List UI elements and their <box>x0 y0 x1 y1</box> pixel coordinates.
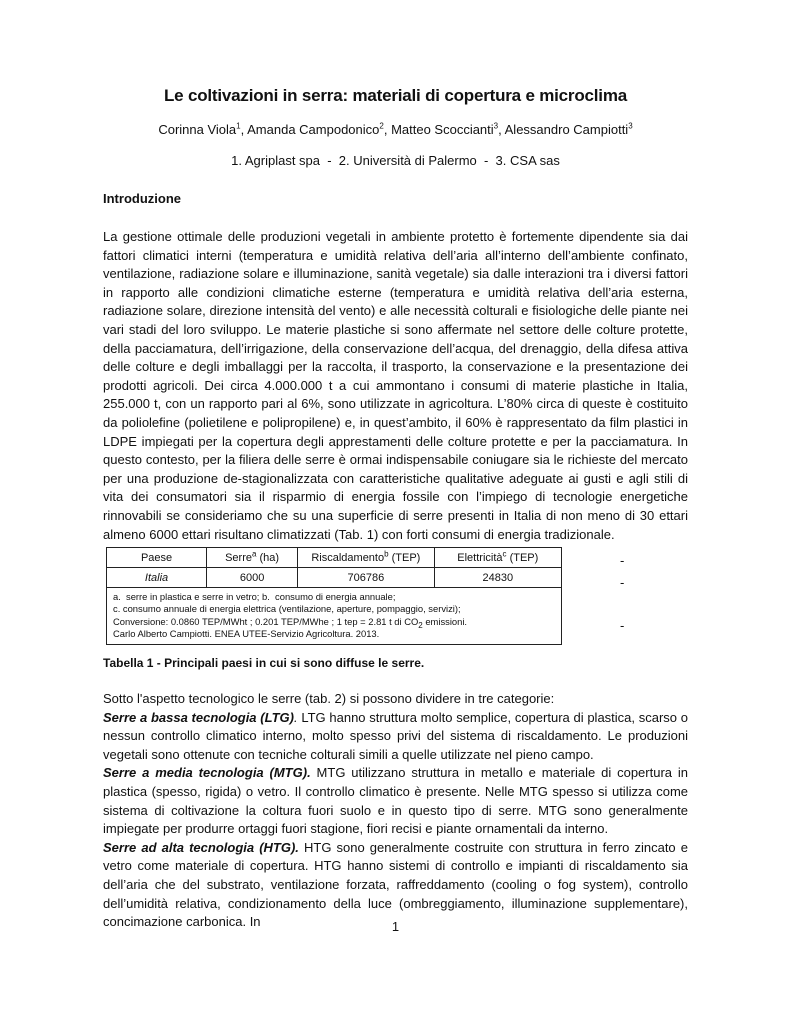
margin-dash: - <box>620 575 625 590</box>
author-affiliation-mark: 3 <box>493 121 499 131</box>
table-note: c. consumo annuale di energia elettrica (ventilazione, aperture, pompaggio, servizi); <box>113 603 461 615</box>
table-notes-row <box>107 588 562 645</box>
author-name: Alessandro Campiotti <box>504 122 629 137</box>
categories-section <box>103 690 688 932</box>
table-cell: Italia <box>107 568 207 588</box>
table-header-cell: Paese <box>107 548 207 568</box>
table-cell: 706786 <box>298 568 435 588</box>
intro-paragraph: La gestione ottimale delle produzioni vegetali in ambiente protetto è fortemente dipendente sia dai fattori climatici interni (temperatura e umidità relativa dell’aria all’interno dell’ambiente confinato, ventilazione, radiazione solare e illuminazione, sanità vegetale) sia dalle interazioni tra i diversi fattori in rapporto alle condizioni climatiche esterne (temperatura e umidità relativa dell’aria esterna, radiazione solare, direzione intensità del vento) e alle necessità colturali e fisiologiche delle piante nei vari stadi del loro sviluppo. Le materie plastiche si sono affermate nel settore delle colture protette, della pacciamatura, dell’irrigazione, della conservazione dell’acqua, del drenaggio, della difesa attiva delle colture e degli imballaggi per la raccolta, il trasporto, la conservazione e la presentazione dei prodotti agricoli. Dei circa 4.000.000 t a cui ammontano i consumi di materie plastiche in Italia, 255.000 t, con un rapporto pari al 6%, sono utilizzate in agricoltura. L’80% circa di queste è costituito da poliolefine (polietilene e polipropilene) e, in quest’ambito, il 60% è rappresentato da film plastici in LDPE impiegati per la copertura degli apprestamenti delle colture protette e per la pacciamatura. In questo contesto, per la filiera delle serre è ormai indispensabile coniugare sia le richieste del mercato per una produzione de-stagionalizzata con caratteristiche qualitative adeguate ai gusti e agli stili di vita dei consumatori sia il risparmio di energia fossile con l’impiego di tecnologie energetiche rinnovabili se consideriamo che su una superficie di serre presenti in Italia di non meno di 30 ettari almeno 6000 ettari risultano climatizzati (Tab. 1) con forti consumi di energia tradizionale. <box>103 229 688 542</box>
table-note: Carlo Alberto Campiotti. ENEA UTEE-Servizio Agricoltura. 2013. <box>113 627 380 639</box>
table-note: Conversione: 0.0860 TEP/MWht ; 0.201 TEP/MWhe ; 1 tep = 2.81 t di $CO_2$ emissioni. <box>113 615 468 630</box>
category-paragraph: Serre ad alta tecnologia (HTG). HTG sono generalmente costruite con struttura in ferro zincato e vetro come materiale di copertura. HTG hanno sistemi di controllo e impianti di riscaldamento sia dell’aria che del substrato, ventilazione forzata, raffreddamento (cooling o fog system), controllo dell’umidità relativa, condizionamento della luce (ombreggiamento, illuminazione supplementare), concimazione carbonica. In <box>103 839 688 930</box>
table-header-cell: Elettricità$^c$ (TEP) <box>434 548 561 568</box>
table-header-cell: Riscaldamento$^b$ (TEP) <box>298 548 435 568</box>
author-name: Matteo Scoccianti <box>391 122 494 137</box>
categories-intro: Sotto l'aspetto tecnologico le serre (tab. 2) si possono dividere in tre categorie: <box>103 691 555 706</box>
table-cell: 6000 <box>207 568 298 588</box>
author-name: Amanda Campodonico <box>247 122 380 137</box>
margin-dash: - <box>620 553 625 568</box>
author-name: Corinna Viola <box>158 122 237 137</box>
author-affiliation-mark: 3 <box>628 121 633 131</box>
table-header-row <box>107 548 562 568</box>
table-notes <box>107 588 562 645</box>
table-row <box>107 568 562 588</box>
author-affiliation-mark: 1 <box>236 121 241 131</box>
category-label: Serre ad alta tecnologia (HTG). <box>103 839 299 855</box>
author-list: Corinna Viola$^1$, Amanda Campodonico$^2$, Matteo Scoccianti$^3$, Alessandro Campiotti$^3$ <box>158 121 633 137</box>
category-paragraph: Serre a bassa tecnologia (LTG). LTG hanno struttura molto semplice, copertura di plastica, scarso o nessun controllo climatico interno, molto spesso privi del sistema di riscaldamento. Le produzioni vegetali sono ottenute con tecniche colturali simili a quelle utilizzate nel pieno campo. <box>103 709 689 762</box>
affiliations: 1. Agriplast spa - 2. Università di Palermo - 3. CSA sas <box>231 153 560 168</box>
table-caption: Tabella 1 - Principali paesi in cui si sono diffuse le serre. <box>103 656 425 670</box>
table-1 <box>106 547 562 645</box>
margin-dash: - <box>620 618 625 633</box>
table-cell: 24830 <box>434 568 561 588</box>
table-note: a. serre in plastica e serre in vetro; b. consumo di energia annuale; <box>113 591 396 602</box>
category-paragraph: Serre a media tecnologia (MTG). MTG utilizzano struttura in metallo e materiale di copertura in plastica (spesso, rigida) o vetro. Il controllo climatico è presente. Nelle MTG spesso si utilizza come sistema di coltivazione la coltura fuori suolo e in questo tipo di serre. MTG sono generalmente impiegate per produrre ortaggi fuori stagione, fiori recisi e piante ornamentali da interno. <box>103 765 689 837</box>
author-affiliation-mark: 2 <box>379 121 384 131</box>
section-heading: Introduzione <box>103 191 181 206</box>
paper-title: Le coltivazioni in serra: materiali di copertura e microclima <box>163 86 628 105</box>
category-label: Serre a media tecnologia (MTG). <box>103 765 311 781</box>
page-number: 1 <box>391 919 400 934</box>
table-header-cell: Serre$^a$ (ha) <box>207 548 298 568</box>
category-label: Serre a bassa tecnologia (LTG) <box>103 709 294 725</box>
